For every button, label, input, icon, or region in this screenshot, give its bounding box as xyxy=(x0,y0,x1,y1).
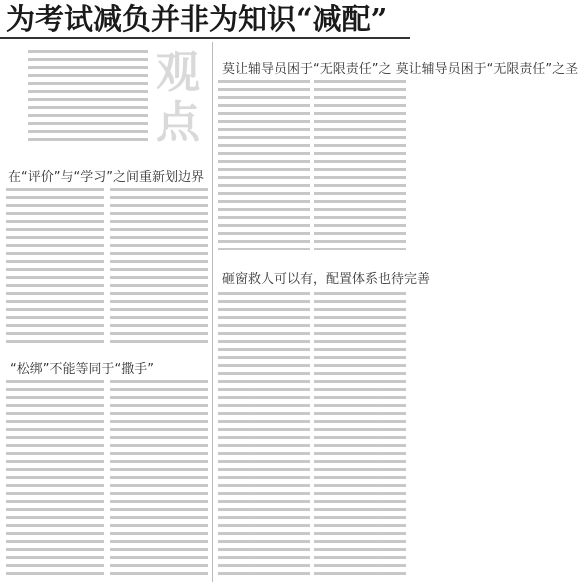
section-heading-right-bottom: 砸窗救人可以有，配置体系也待完善 xyxy=(222,272,431,287)
article-right-top-col2 xyxy=(314,80,406,250)
article-right-bottom-col1 xyxy=(218,292,310,580)
section-heading-left-bottom: “松绑”不能等同于“撒手” xyxy=(10,362,154,377)
headline-rule xyxy=(0,37,410,39)
article-left-bottom-col2 xyxy=(110,380,208,580)
section-heading-right-top: 莫让辅导员困于“无限责任”之 莫让辅导员困于“无限责任”之圣 xyxy=(222,62,578,77)
watermark-char-2: 点 xyxy=(156,97,202,148)
article-right-bottom-col2 xyxy=(314,292,406,580)
watermark-char-1: 观 xyxy=(156,47,202,98)
section-heading-left-top: 在“评价”与“学习”之间重新划边界 xyxy=(8,170,204,185)
intro-text-block xyxy=(28,50,148,145)
article-right-top-col1 xyxy=(218,80,310,250)
article-left-top-col1 xyxy=(6,188,104,348)
article-left-bottom-col1 xyxy=(6,380,104,580)
headline: 为考试减负并非为知识“减配” xyxy=(6,2,388,36)
watermark-viewpoint xyxy=(148,48,210,148)
article-left-top-col2 xyxy=(110,188,208,348)
column-divider xyxy=(212,42,213,582)
